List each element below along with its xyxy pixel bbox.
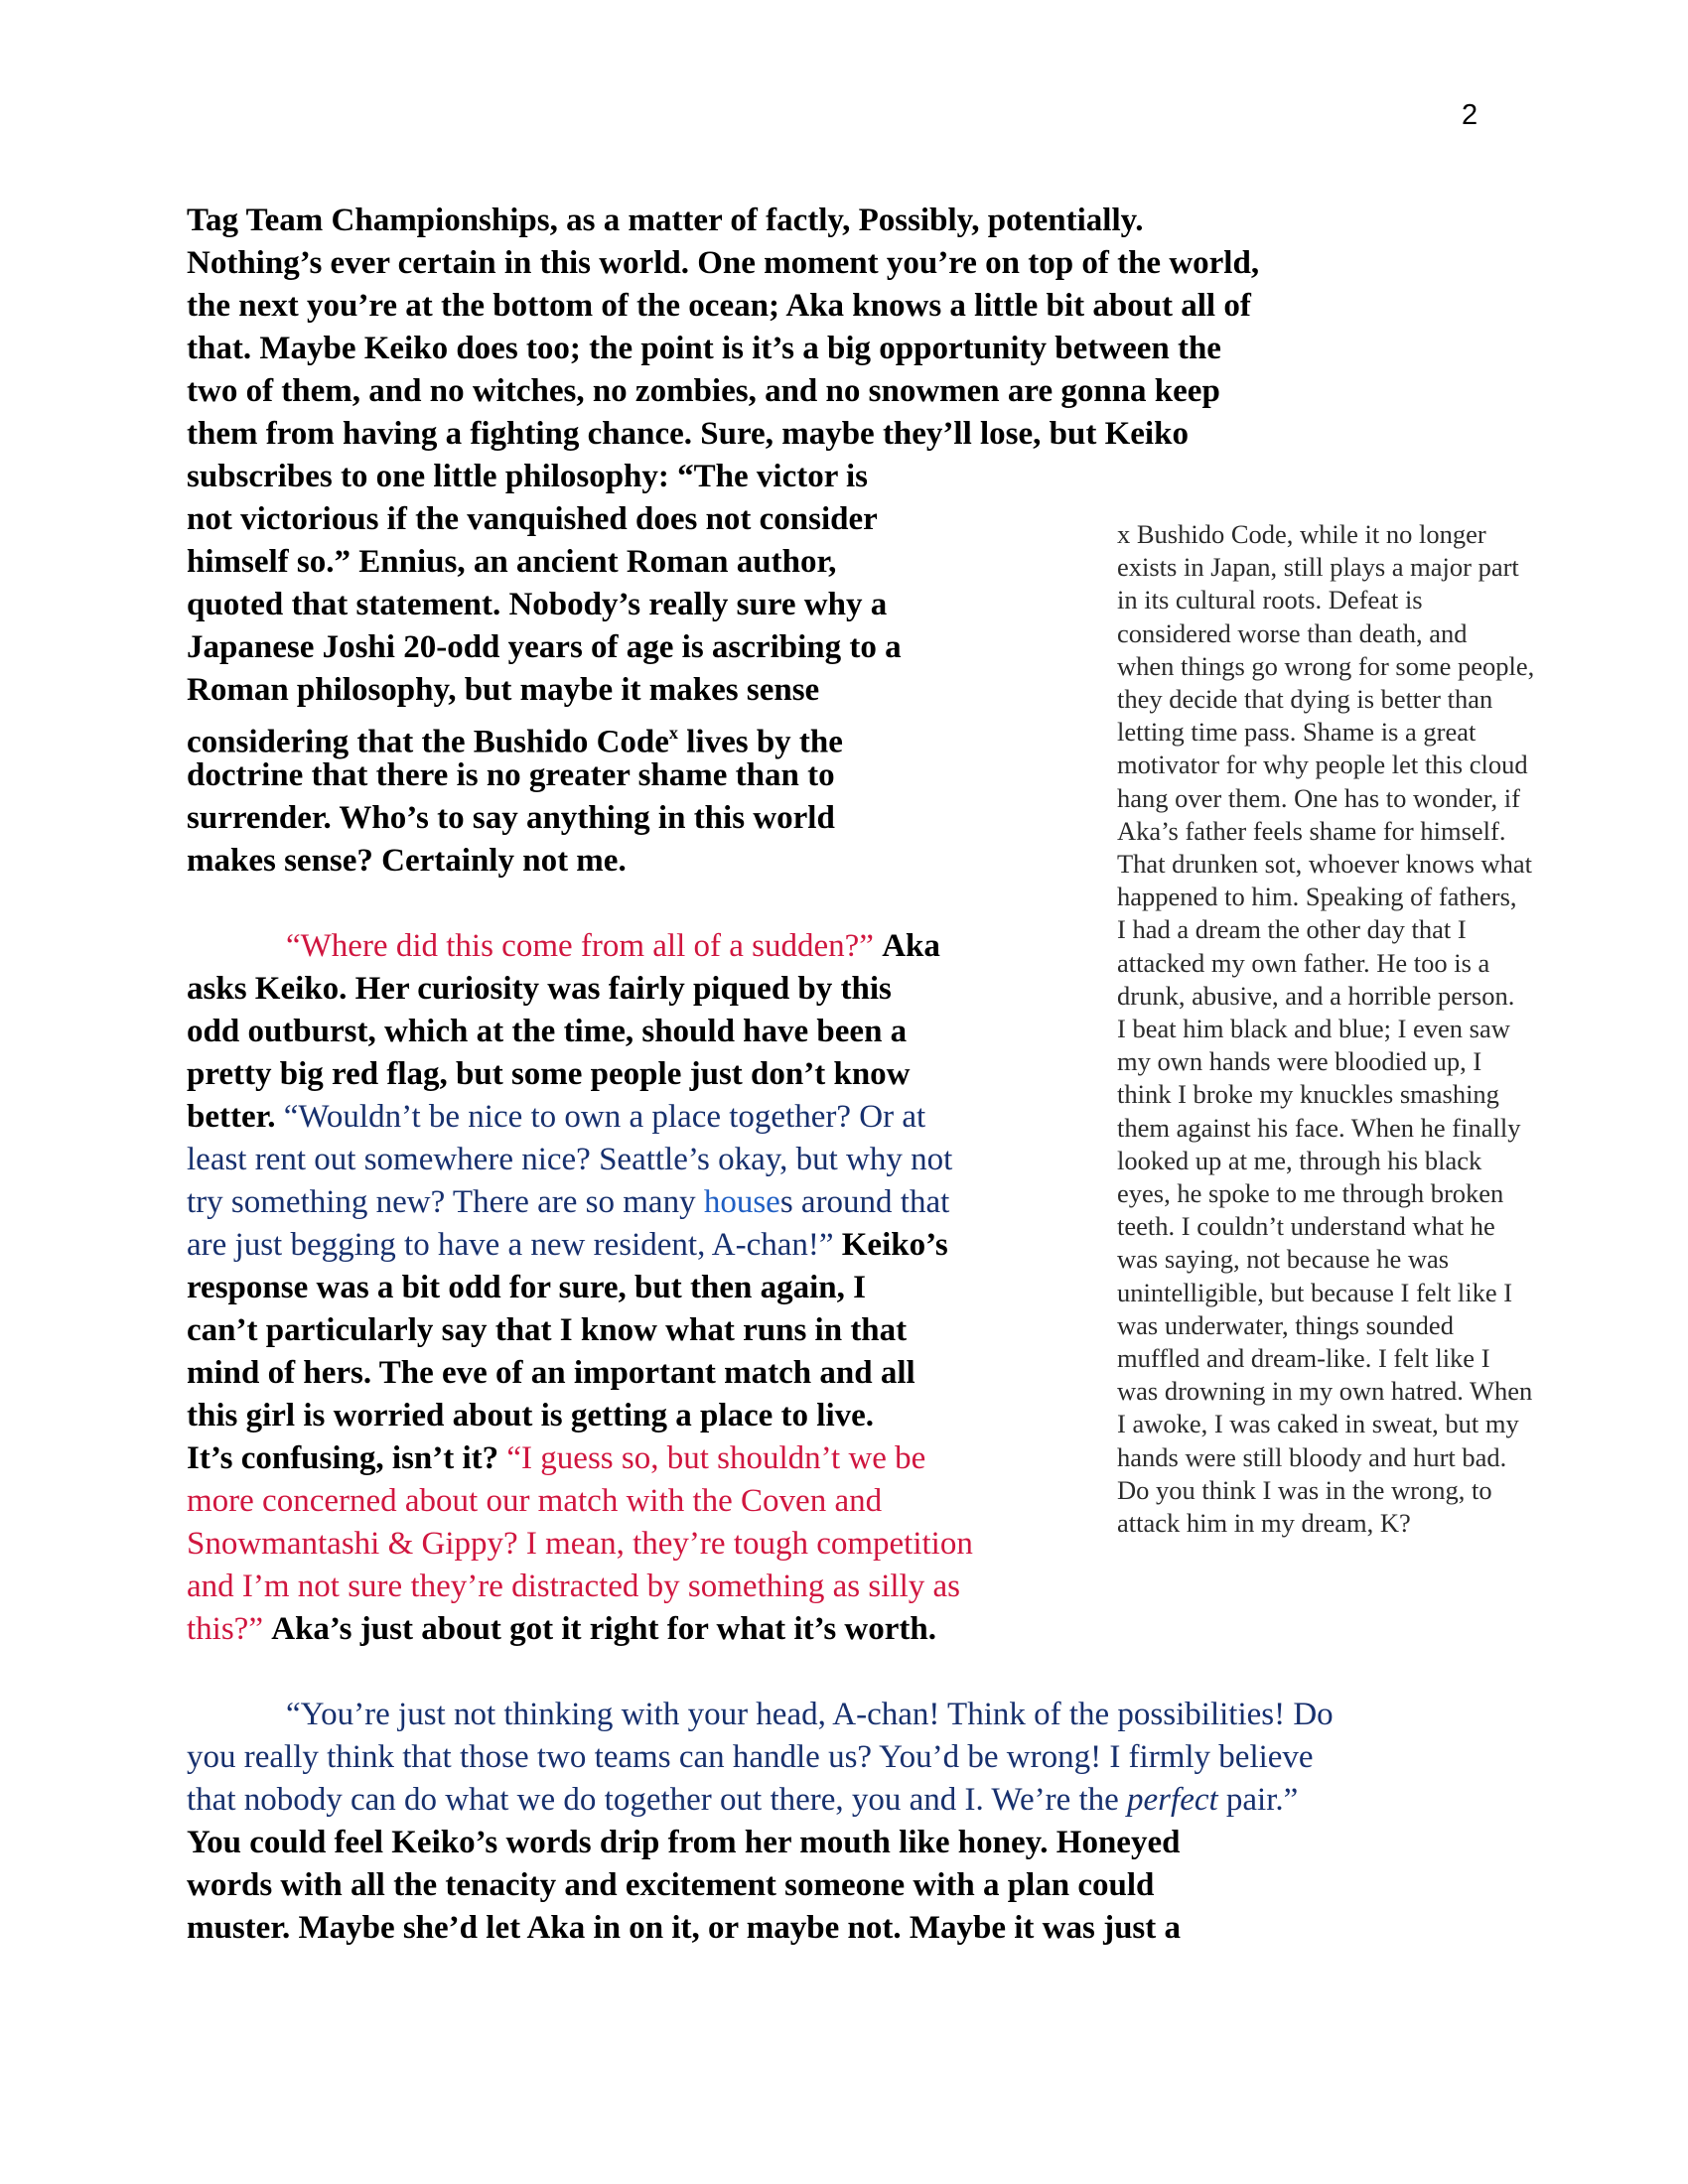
narration-text: himself so.” Ennius, an ancient Roman author, (187, 544, 837, 580)
text-line (187, 1267, 866, 1309)
narration-text: can’t particularly say that I know what runs in that (187, 1312, 908, 1348)
footnote-line: I awoke, I was caked in sweat, but my (1117, 1409, 1519, 1439)
text-line (187, 1181, 949, 1224)
footnote-line: teeth. I couldn’t understand what he (1117, 1211, 1495, 1242)
footnote-line: I had a dream the other day that I (1117, 914, 1467, 945)
text-line (187, 1822, 1180, 1864)
footnote-line: That drunken sot, whoever knows what (1117, 849, 1533, 879)
text-line (187, 1011, 907, 1053)
narration-text: response was a bit odd for sure, but then again, I (187, 1270, 866, 1305)
keiko-dialogue: try something new? There are so many (187, 1184, 704, 1220)
footnote-line: Aka’s father feels shame for himself. (1117, 815, 1506, 846)
footnote-line: in its cultural roots. Defeat is (1117, 585, 1423, 615)
narration-text: subscribes to one little philosophy: “The victor is (187, 459, 869, 494)
text-line (187, 498, 878, 541)
narration-text: that. Maybe Keiko does too; the point is it’s a big opportunity between the (187, 331, 1221, 366)
text-line (187, 1736, 1314, 1779)
narration-text: doctrine that there is no greater shame than to (187, 757, 835, 793)
footnote-line: looked up at me, through his black (1117, 1145, 1482, 1175)
footnote-line: hang over them. One has to wonder, if (1117, 782, 1520, 813)
text-line (187, 1352, 915, 1395)
narration-text: Aka (882, 928, 940, 964)
text-line (187, 968, 892, 1011)
keiko-dialogue: “You’re just not thinking with your head, A-chan! Think of the possibilities! Do (286, 1697, 1334, 1732)
keiko-dialogue: that nobody can do what we do together out there, you and I. We’re the (187, 1782, 1128, 1818)
text-line (187, 1437, 925, 1480)
narration-text: not victorious if the vanquished does not consider (187, 501, 878, 537)
keiko-dialogue: “Wouldn’t be nice to own a place together? Or at (283, 1099, 926, 1135)
narration-text: Japanese Joshi 20-odd years of age is ascribing to a (187, 629, 902, 665)
keiko-dialogue: s around that (779, 1184, 950, 1220)
footnote-line: think I broke my knuckles smashing (1117, 1079, 1499, 1110)
text-line (187, 1096, 925, 1139)
footnote-line: was drowning in my own hatred. When (1117, 1376, 1533, 1407)
text-line (286, 925, 940, 968)
text-line (187, 754, 835, 797)
highlighted-word: house (703, 1184, 780, 1220)
narration-text: Aka’s just about got it right for what it’s worth. (271, 1611, 936, 1647)
text-line (187, 1480, 882, 1523)
keiko-dialogue: perfect (1127, 1782, 1218, 1818)
text-line (187, 1864, 1154, 1907)
aka-dialogue: this?” (187, 1611, 272, 1647)
keiko-dialogue: are just begging to have a new resident, A-chan!” (187, 1227, 842, 1263)
text-line (187, 797, 835, 840)
narration-text: muster. Maybe she’d let Aka in on it, or maybe not. Maybe it was just a (187, 1910, 1182, 1946)
text-line (187, 413, 1189, 456)
text-line (187, 669, 819, 712)
footnote-line: attacked my own father. He too is a (1117, 947, 1490, 978)
text-line (187, 1523, 973, 1566)
narration-text: odd outburst, which at the time, should have been a (187, 1014, 908, 1049)
narration-text: Roman philosophy, but maybe it makes sense (187, 672, 820, 708)
text-line (187, 626, 902, 669)
footnote-line: x Bushido Code, while it no longer (1117, 519, 1486, 549)
footnote-marker: x (668, 723, 678, 743)
footnote-line: was underwater, things sounded (1117, 1309, 1454, 1340)
text-line (187, 1053, 911, 1096)
narration-text: It’s confusing, isn’t it? (187, 1440, 507, 1476)
footnote-line: Do you think I was in the wrong, to (1117, 1474, 1492, 1505)
narration-text: makes sense? Certainly not me. (187, 843, 627, 879)
narration-text: pretty big red flag, but some people just don’t know (187, 1056, 911, 1092)
footnote-line: considered worse than death, and (1117, 617, 1468, 648)
footnote-line: attack him in my dream, K? (1117, 1508, 1411, 1538)
text-line (187, 1907, 1181, 1950)
text-line (187, 328, 1221, 370)
narration-text: two of them, and no witches, no zombies, and no snowmen are gonna keep (187, 373, 1220, 409)
text-line (187, 1224, 948, 1267)
text-line (187, 370, 1220, 413)
footnote-line: when things go wrong for some people, (1117, 650, 1535, 681)
text-line (187, 541, 836, 584)
narration-text: quoted that statement. Nobody’s really sure why a (187, 587, 888, 622)
narration-text: lives by the (678, 724, 843, 760)
aka-dialogue: “I guess so, but shouldn’t we be (506, 1440, 926, 1476)
footnote-line: hands were still bloody and hurt bad. (1117, 1441, 1507, 1472)
footnote-line: them against his face. When he finally (1117, 1112, 1521, 1143)
narration-text: surrender. Who’s to say anything in this world (187, 800, 835, 836)
footnote-line: eyes, he spoke to me through broken (1117, 1178, 1504, 1208)
text-line (187, 200, 1144, 242)
keiko-dialogue: you really think that those two teams can handle us? You’d be wrong! I firmly believe (187, 1739, 1314, 1775)
narration-text: asks Keiko. Her curiosity was fairly piqued by this (187, 971, 892, 1007)
footnote-line: was saying, not because he was (1117, 1244, 1450, 1275)
narration-text: mind of hers. The eve of an important match and all (187, 1355, 915, 1391)
text-line (187, 840, 627, 883)
keiko-dialogue: pair.” (1217, 1782, 1299, 1818)
narration-text: Nothing’s ever certain in this world. One moment you’re on top of the world, (187, 245, 1260, 281)
footnote-line: happened to him. Speaking of fathers, (1117, 882, 1517, 912)
narration-text: words with all the tenacity and excitement someone with a plan could (187, 1867, 1155, 1903)
narration-text: the next you’re at the bottom of the ocean; Aka knows a little bit about all of (187, 288, 1251, 324)
page-number: 2 (1462, 99, 1478, 131)
text-line (187, 1566, 960, 1608)
text-line (187, 1608, 936, 1651)
text-line (286, 1694, 1334, 1736)
keiko-dialogue: least rent out somewhere nice? Seattle’s okay, but why not (187, 1142, 953, 1177)
text-line (187, 242, 1259, 285)
footnote-line: my own hands were bloodied up, I (1117, 1046, 1482, 1077)
narration-text: considering that the Bushido Code (187, 724, 669, 760)
footnote-line: unintelligible, but because I felt like I (1117, 1277, 1513, 1307)
footnote-line: letting time pass. Shame is a great (1117, 717, 1477, 748)
narration-text: them from having a fighting chance. Sure, maybe they’ll lose, but Keiko (187, 416, 1189, 452)
footnote-line: I beat him black and blue; I even saw (1117, 1014, 1510, 1043)
aka-dialogue: and I’m not sure they’re distracted by something as silly as (187, 1569, 960, 1604)
footnote-line: they decide that dying is better than (1117, 684, 1493, 714)
narration-text: this girl is worried about is getting a place to live. (187, 1398, 875, 1433)
aka-dialogue: more concerned about our match with the Coven and (187, 1483, 883, 1519)
text-line (187, 456, 868, 498)
aka-dialogue: “Where did this come from all of a sudden?” (286, 928, 883, 964)
narration-text: You could feel Keiko’s words drip from her mouth like honey. Honeyed (187, 1825, 1181, 1860)
text-line (187, 1139, 952, 1181)
aka-dialogue: Snowmantashi & Gippy? I mean, they’re tough competition (187, 1526, 973, 1562)
footnote-line: exists in Japan, still plays a major part (1117, 552, 1519, 583)
footnote-line: muffled and dream-like. I felt like I (1117, 1343, 1490, 1373)
narration-text: better. (187, 1099, 284, 1135)
text-line (187, 1779, 1298, 1822)
text-line (187, 1395, 874, 1437)
text-line (187, 584, 887, 626)
text-line (187, 1309, 907, 1352)
narration-text: Tag Team Championships, as a matter of factly, Possibly, potentially. (187, 203, 1144, 238)
text-line (187, 285, 1251, 328)
narration-text: Keiko’s (841, 1227, 948, 1263)
footnote-line: motivator for why people let this cloud (1117, 750, 1528, 780)
footnote-line: drunk, abusive, and a horrible person. (1117, 980, 1515, 1011)
